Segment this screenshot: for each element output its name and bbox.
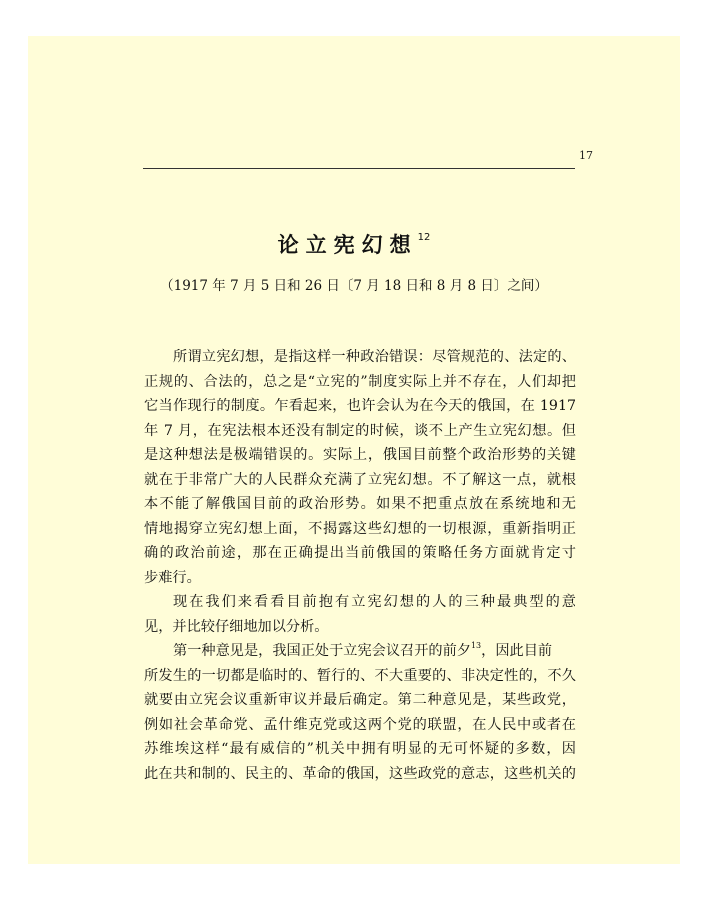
article-title bbox=[28, 229, 680, 259]
book-page bbox=[28, 36, 680, 864]
text-line-part: 第一种意见是，我国正处于立宪会议召开的前夕 bbox=[173, 643, 471, 659]
text-line: 确的政治前途，那在正确提出当前俄国的策略任务方面就肯定寸 bbox=[144, 545, 576, 561]
text-line: 它当作现行的制度。乍看起来，也许会认为在今天的俄国，在 1917 bbox=[144, 398, 576, 414]
footnote-marker: 13 bbox=[470, 641, 482, 651]
text-line: 就在于非常广大的人民群众充满了立宪幻想。不了解这一点，就根 bbox=[144, 471, 576, 488]
text-line: 见，并比较仔细地加以分析。 bbox=[144, 618, 329, 635]
text-line: 就要由立宪会议重新审议并最后确定。第二种意见是，某些政党， bbox=[144, 692, 576, 708]
title-footnote-marker: 12 bbox=[417, 232, 431, 243]
text-line: 例如社会革命党、孟什维克党或这两个党的联盟，在人民中或者在 bbox=[144, 716, 576, 733]
page-number: 17 bbox=[579, 149, 593, 162]
header-rule bbox=[143, 168, 575, 169]
text-line: 是这种想法是极端错误的。实际上，俄国目前整个政治形势的关键 bbox=[144, 447, 576, 463]
text-line: 所谓立宪幻想，是指这样一种政治错误：尽管规范的、法定的、 bbox=[173, 349, 576, 365]
text-line-part: ，因此目前 bbox=[481, 643, 553, 659]
article-title-text: 论立宪幻想 bbox=[277, 233, 418, 257]
text-line: 苏维埃这样“最有威信的”机关中拥有明显的无可怀疑的多数，因 bbox=[144, 741, 576, 757]
text-line: 情地揭穿立宪幻想上面，不揭露这些幻想的一切根源，重新指明正 bbox=[144, 520, 576, 537]
text-line bbox=[144, 639, 576, 664]
text-line: 年 7 月，在宪法根本还没有制定的时候，谈不上产生立宪幻想。但 bbox=[144, 422, 576, 439]
text-line: 正规的、合法的，总之是“立宪的”制度实际上并不存在，人们却把 bbox=[144, 373, 576, 390]
text-line: 此在共和制的、民主的、革命的俄国，这些政党的意志，这些机关的 bbox=[144, 765, 576, 782]
article-date: （1917 年 7 月 5 日和 26 日〔7 月 18 日和 8 月 8 日〕之间） bbox=[160, 278, 548, 294]
text-line: 本不能了解俄国目前的政治形势。如果不把重点放在系统地和无 bbox=[144, 496, 576, 512]
text-line: 现在我们来看看目前抱有立宪幻想的人的三种最典型的意 bbox=[173, 594, 576, 610]
body-text bbox=[144, 345, 576, 786]
text-line: 步难行。 bbox=[144, 569, 201, 586]
text-line: 所发生的一切都是临时的、暂行的、不大重要的、非决定性的，不久 bbox=[144, 667, 576, 684]
